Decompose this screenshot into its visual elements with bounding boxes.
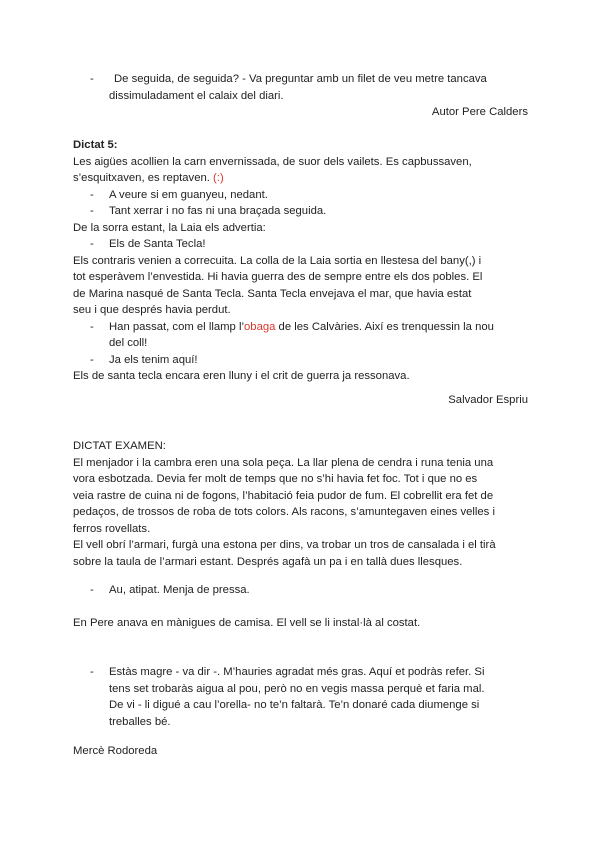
espriu-author: Salvador Espriu (448, 394, 528, 406)
bullet-item: - Au, atipat. Menja de pressa. (90, 584, 250, 596)
bullet-item: - Ja els tenim aquí! (90, 353, 198, 366)
bullet-item: - A veure si em guanyeu, nedant. (90, 188, 268, 201)
dictat5-para-line: seu i que després havia perdut. (73, 304, 231, 316)
examen-section (73, 438, 533, 570)
dictat5-intro-line-2: s’esquitxaven, es reptaven. (:) (73, 172, 224, 184)
dictat5-title: Dictat 5: (73, 139, 118, 151)
calders-line-1: De seguida, de seguida? - Va preguntar amb un filet de veu metre tancava (114, 73, 487, 85)
red-mark: (:) (213, 172, 224, 184)
dictat5-para-line: de Marina nasqué de Santa Tecla. Santa Tecla envejava el mar, que havia estat (73, 287, 472, 300)
bullet-dash: - (90, 73, 94, 85)
examen-para-line: vora esbotzada. Devia fer molt de temps que no s’hi havia fet foc. Tot i que no es (73, 473, 478, 485)
dictat5-closing: Els de santa tecla encara eren lluny i el crit de guerra ja ressonava. (73, 370, 410, 382)
examen-para-line: pedaços, de trossos de roba de tots colors. Als racons, s’amuntegaven eines velles i (73, 506, 495, 518)
rodoreda-author: Mercè Rodoreda (73, 745, 158, 757)
examen-para-line: El menjador i la cambra eren una sola peça. La llar plena de cendra i runa tenia una (73, 456, 494, 469)
bullet-item: - Han passat, com el llamp l’obaga de les Calvàries. Així es trenquessin la nou del coll! (90, 320, 494, 349)
dictat5-para-line: Els contraris venien a correcuita. La colla de la Laia sortia en llestesa del bany(,) i (73, 254, 482, 267)
dictat5-section (73, 137, 533, 385)
bullet-item: - Tant xerrar i no fas ni una braçada seguida. (90, 205, 327, 217)
examen-para-line: sobre la taula de l’armari estant. Després agafà un pa i en tallà dues llesques. (73, 555, 463, 568)
dictat5-intro-line-1: Les aigües acollien la carn envernissada, de suor dels vailets. Es capbussaven, (73, 155, 472, 168)
bullet-item: - Estàs magre - va dir -. M’hauries agradat més gras. Aquí et podràs refer. Si tens set trobaràs aigua al pou, però no en vegis massa perquè et faria mal. De vi - li digué a cau l’orella- no te’n faltarà. Te’n donaré cada diumenge si treballes bé. (90, 666, 485, 728)
calders-line-2: dissimuladament el calaix del diari. (109, 89, 284, 102)
calders-bullet (73, 71, 533, 104)
bullet-item: - Els de Santa Tecla! (90, 238, 206, 250)
red-word-obaga: obaga (244, 320, 276, 333)
dictat5-para-line: tot esperàvem l’envestida. Hi havia guerra des de sempre entre els dos pobles. El (73, 271, 483, 283)
examen-para-line: El vell obrí l’armari, furgà una estona per dins, va trobar un tros de cansalada i el tirà (73, 539, 496, 551)
examen-para-line: veia rastre de cuina ni de fogons, l’habitació feia pudor de fum. El cobrellit era fet de (73, 489, 494, 502)
calders-author: Autor Pere Calders (431, 106, 528, 118)
examen-title: DICTAT EXAMEN: (73, 440, 166, 452)
examen-pere-line: En Pere anava en mànigues de camisa. El vell se li instal·là al costat. (73, 617, 421, 629)
dictat5-laia-line: De la sorra estant, la Laia els advertia: (73, 221, 266, 234)
examen-para-line: ferros rovellats. (73, 522, 151, 535)
